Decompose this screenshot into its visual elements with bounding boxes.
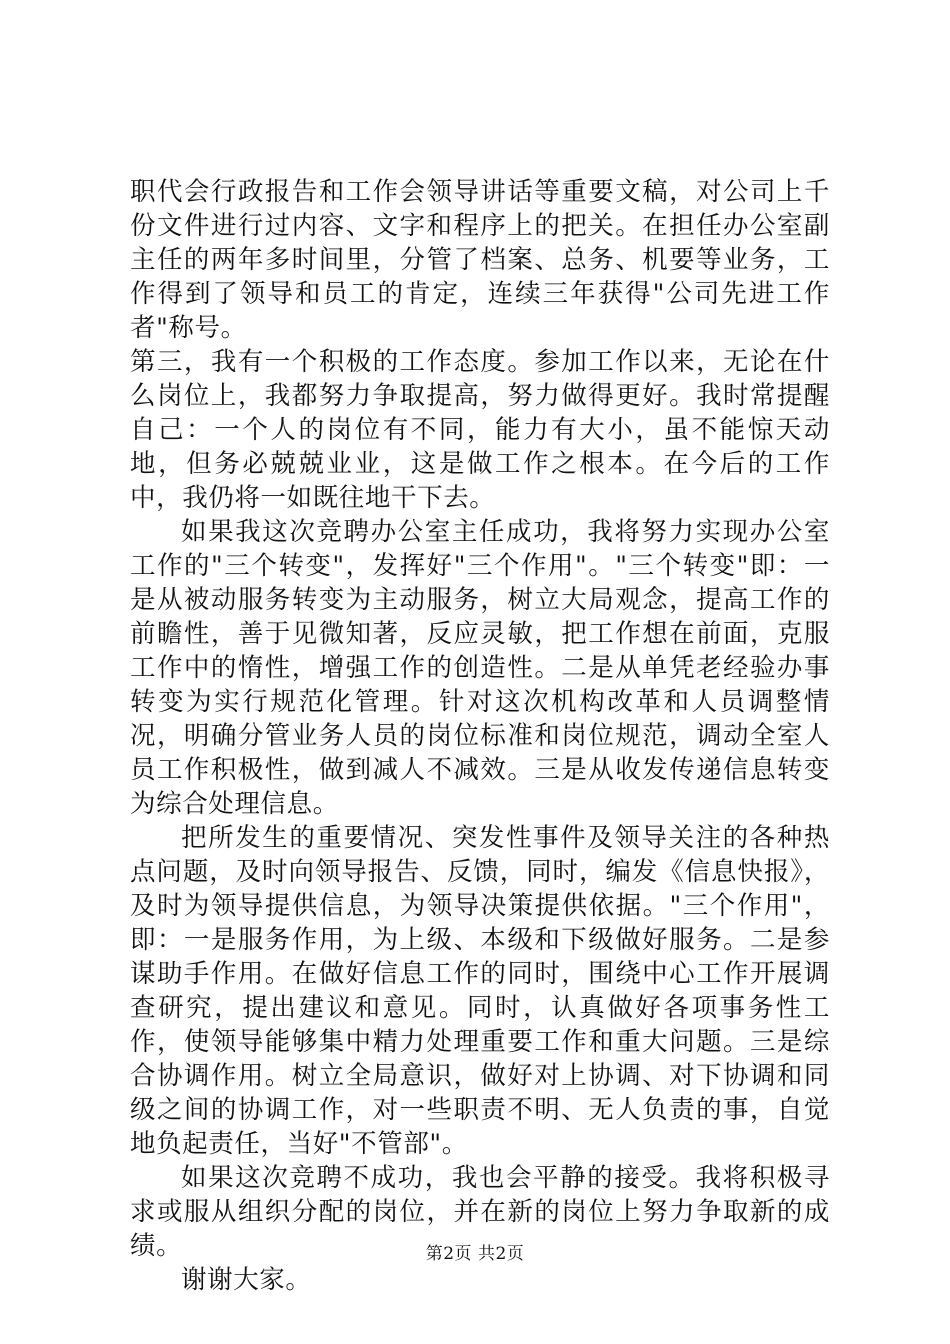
paragraph-2: 第三，我有一个积极的工作态度。参加工作以来，无论在什么岗位上，我都努力争取提高，努力做得更好。我时常提醒自己：一个人的岗位有不同，能力有大小，虽不能惊天动地，但务必兢兢业业，这是做工作之根本。在今后的工作中，我仍将一如既往地干下去。: [130, 347, 830, 513]
page-footer: 第2页 共2页: [425, 1244, 525, 1264]
paragraph-1: 职代会行政报告和工作会领导讲话等重要文稿，对公司上千份文件进行过内容、文字和程序上的把关。在担任办公室副主任的两年多时间里，分管了档案、总务、机要等业务，工作得到了领导和员工的肯定，连续三年获得"公司先进工作者"称号。: [130, 177, 830, 343]
paragraph-4: 把所发生的重要情况、突发性事件及领导关注的各种热点问题，及时向领导报告、反馈，同时，编发《信息快报》，及时为领导提供信息，为领导决策提供依据。"三个作用"，即：一是服务作用，为上级、本级和下级做好服务。二是参谋助手作用。在做好信息工作的同时，围绕中心工作开展调查研究，提出建议和意见。同时，认真做好各项事务性工作，使领导能够集中精力处理重要工作和重大问题。三是综合协调作用。树立全局意识，做好对上协调、对下协调和同级之间的协调工作，对一些职责不明、无人负责的事，自觉地负起责任，当好"不管部"。: [130, 823, 830, 1159]
paragraph-6: 谢谢大家。: [181, 1265, 312, 1295]
document-body: [130, 175, 830, 1297]
paragraph-5: 如果这次竞聘不成功，我也会平静的接受。我将积极寻求或服从组织分配的岗位，并在新的岗位上努力争取新的成绩。: [130, 1163, 830, 1261]
paragraph-3: 如果我这次竞聘办公室主任成功，我将努力实现办公室工作的"三个转变"，发挥好"三个作用"。"三个转变"即：一是从被动服务转变为主动服务，树立大局观念，提高工作的前瞻性，善于见微知著，反应灵敏，把工作想在前面，克服工作中的惰性，增强工作的创造性。二是从单凭老经验办事转变为实行规范化管理。针对这次机构改革和人员调整情况，明确分管业务人员的岗位标准和岗位规范，调动全室人员工作积极性，做到减人不减效。三是从收发传递信息转变为综合处理信息。: [130, 517, 830, 819]
